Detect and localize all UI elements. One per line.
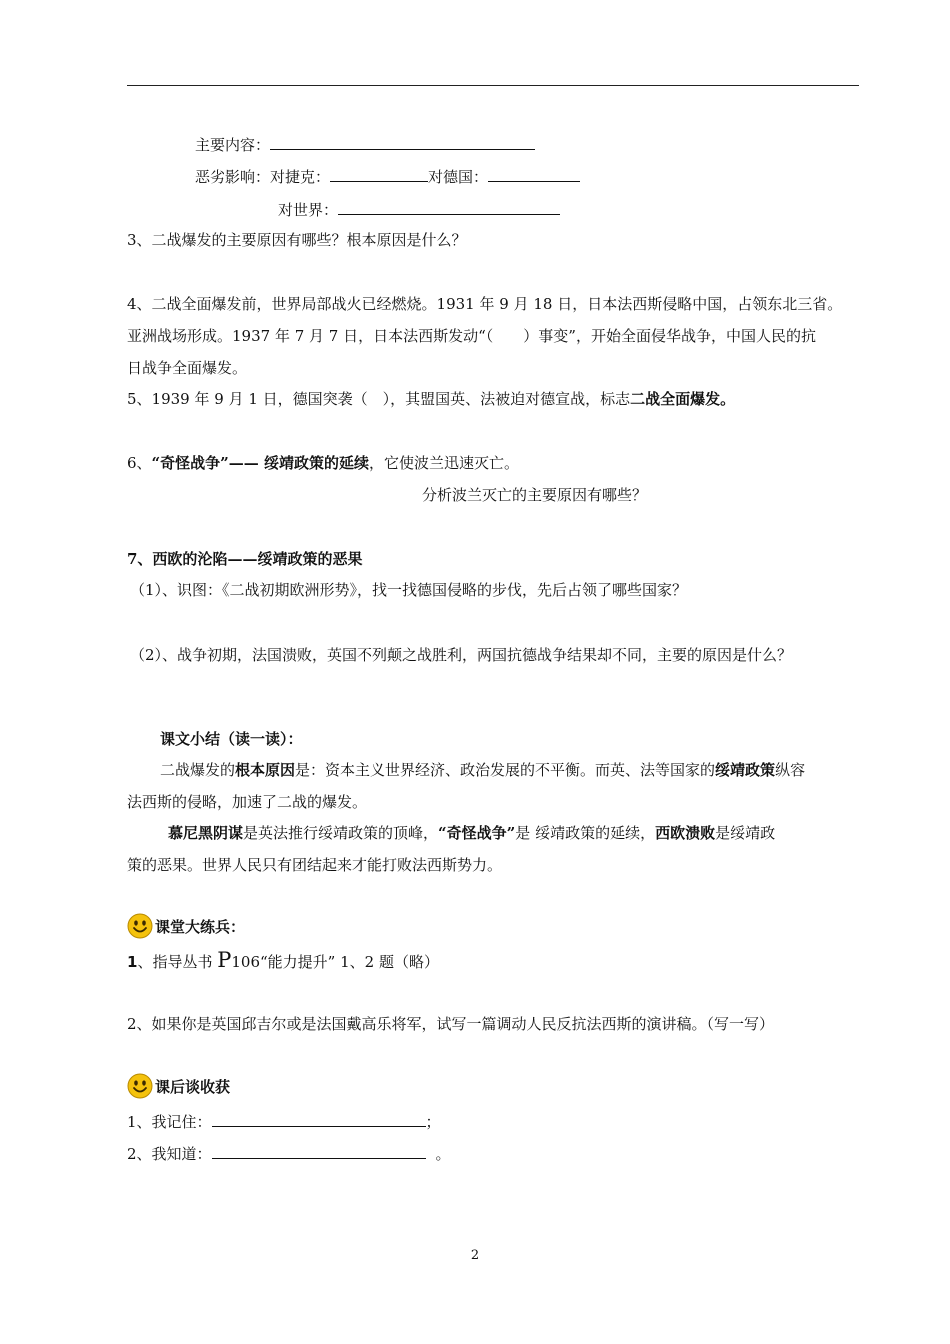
summary-bold-munich: 慕尼黑阴谋 — [168, 824, 244, 842]
harvest-item-2 — [127, 1143, 451, 1164]
summary-title: 课文小结（读一读）： — [160, 730, 303, 748]
question-5 — [127, 389, 735, 409]
summary-bold-root-cause: 根本原因 — [235, 761, 296, 779]
question-6 — [127, 453, 519, 473]
harvest-item-1-end: ； — [425, 1113, 441, 1131]
question-6-prefix: 6、 — [127, 454, 152, 472]
practice-title — [127, 913, 245, 941]
question-5-text: 5、1939 年 9 月 1 日，德国突袭（ ），其盟国英、法被迫对德宣战，标志 — [127, 390, 631, 408]
question-7-part-1: （1）、识图：《二战初期欧洲形势》，找一找德国侵略的步伐，先后占领了哪些国家？ — [130, 581, 688, 599]
practice-title-text: 课堂大练兵： — [155, 918, 246, 936]
practice-item-1-text-end: 106“能力提升” 1、2 题（略） — [231, 953, 439, 971]
czech-label: 对捷克： — [270, 168, 331, 186]
question-4-line-1: 4、二战全面爆发前，世界局部战火已经燃烧。1931 年 9 月 18 日，日本法西斯侵略中国，占领东北三省。 — [127, 295, 843, 313]
summary-bold-appeasement: 绥靖政策 — [715, 761, 776, 779]
question-5-bold: 二战全面爆发。 — [630, 390, 736, 408]
question-7-title: 7、西欧的沦陷——绥靖政策的恶果 — [127, 550, 363, 568]
summary-para-2-line-2: 策的恶果。世界人民只有团结起来才能打败法西斯势力。 — [127, 856, 503, 874]
question-7-part-2: （2）、战争初期，法国溃败，英国不列颠之战胜利，两国抗德战争结果却不同，主要的原因是什么？ — [130, 646, 793, 664]
harvest-item-1 — [127, 1111, 441, 1132]
content-label: 主要内容： — [195, 136, 271, 154]
world-label: 对世界： — [278, 201, 339, 219]
question-3: 3、二战爆发的主要原因有哪些？根本原因是什么？ — [127, 231, 467, 249]
summary-para-1-line-2: 法西斯的侵略，加速了二战的爆发。 — [127, 793, 368, 811]
question-4-line-2: 亚洲战场形成。1937 年 7 月 7 日，日本法西斯发动“（ ）事变”，开始全面侵华战争，中国人民的抗 — [127, 327, 816, 345]
header-rule — [127, 85, 859, 86]
summary-para-1-line-1 — [160, 760, 805, 780]
germany-blank[interactable] — [488, 166, 580, 182]
summary-text: 纵容 — [775, 761, 806, 779]
harvest-item-1-label: 1、我记住： — [127, 1113, 212, 1131]
harvest-item-2-label: 2、我知道： — [127, 1145, 212, 1163]
world-blank[interactable] — [338, 199, 560, 215]
czech-blank[interactable] — [330, 166, 428, 182]
harvest-title — [127, 1073, 230, 1101]
content-line — [195, 134, 535, 155]
summary-bold-phony-war: “奇怪战争” — [438, 824, 516, 842]
page-number: 2 — [470, 1248, 480, 1263]
practice-item-1-p: P — [217, 948, 232, 972]
harvest-item-2-blank[interactable] — [212, 1143, 426, 1159]
question-4-line-3: 日战争全面爆发。 — [127, 359, 248, 377]
world-line — [278, 199, 560, 220]
question-6-bold: “奇怪战争”—— 绥靖政策的延续 — [151, 454, 370, 472]
summary-bold-collapse: 西欧溃败 — [655, 824, 716, 842]
summary-text: 是：资本主义世界经济、政治发展的不平衡。而英、法等国家的 — [295, 761, 716, 779]
question-6-sub: 分析波兰灭亡的主要原因有哪些？ — [422, 486, 648, 504]
summary-text: 是绥靖政 — [715, 824, 776, 842]
impact-label: 恶劣影响： — [195, 168, 271, 186]
content-blank[interactable] — [270, 134, 535, 150]
harvest-title-text: 课后谈收获 — [155, 1078, 231, 1096]
germany-label: 对德国： — [428, 168, 489, 186]
practice-item-1-number: 1 — [127, 953, 138, 971]
summary-text: 是 绥靖政策的延续， — [515, 824, 656, 842]
practice-item-1 — [127, 948, 439, 974]
smiley-icon — [127, 913, 153, 939]
question-6-suffix: ，它使波兰迅速灭亡。 — [369, 454, 520, 472]
smiley-icon — [127, 1073, 153, 1099]
harvest-item-2-end: 。 — [435, 1145, 451, 1163]
summary-para-2-line-1 — [168, 823, 775, 843]
summary-text: 二战爆发的 — [160, 761, 236, 779]
practice-item-2: 2、如果你是英国邱吉尔或是法国戴高乐将军，试写一篇调动人民反抗法西斯的演讲稿。（写一写） — [127, 1015, 775, 1033]
practice-item-1-text: 、指导丛书 — [137, 953, 218, 971]
harvest-item-1-blank[interactable] — [212, 1111, 426, 1127]
summary-text: 是英法推行绥靖政策的顶峰， — [243, 824, 439, 842]
impact-line — [195, 166, 580, 187]
